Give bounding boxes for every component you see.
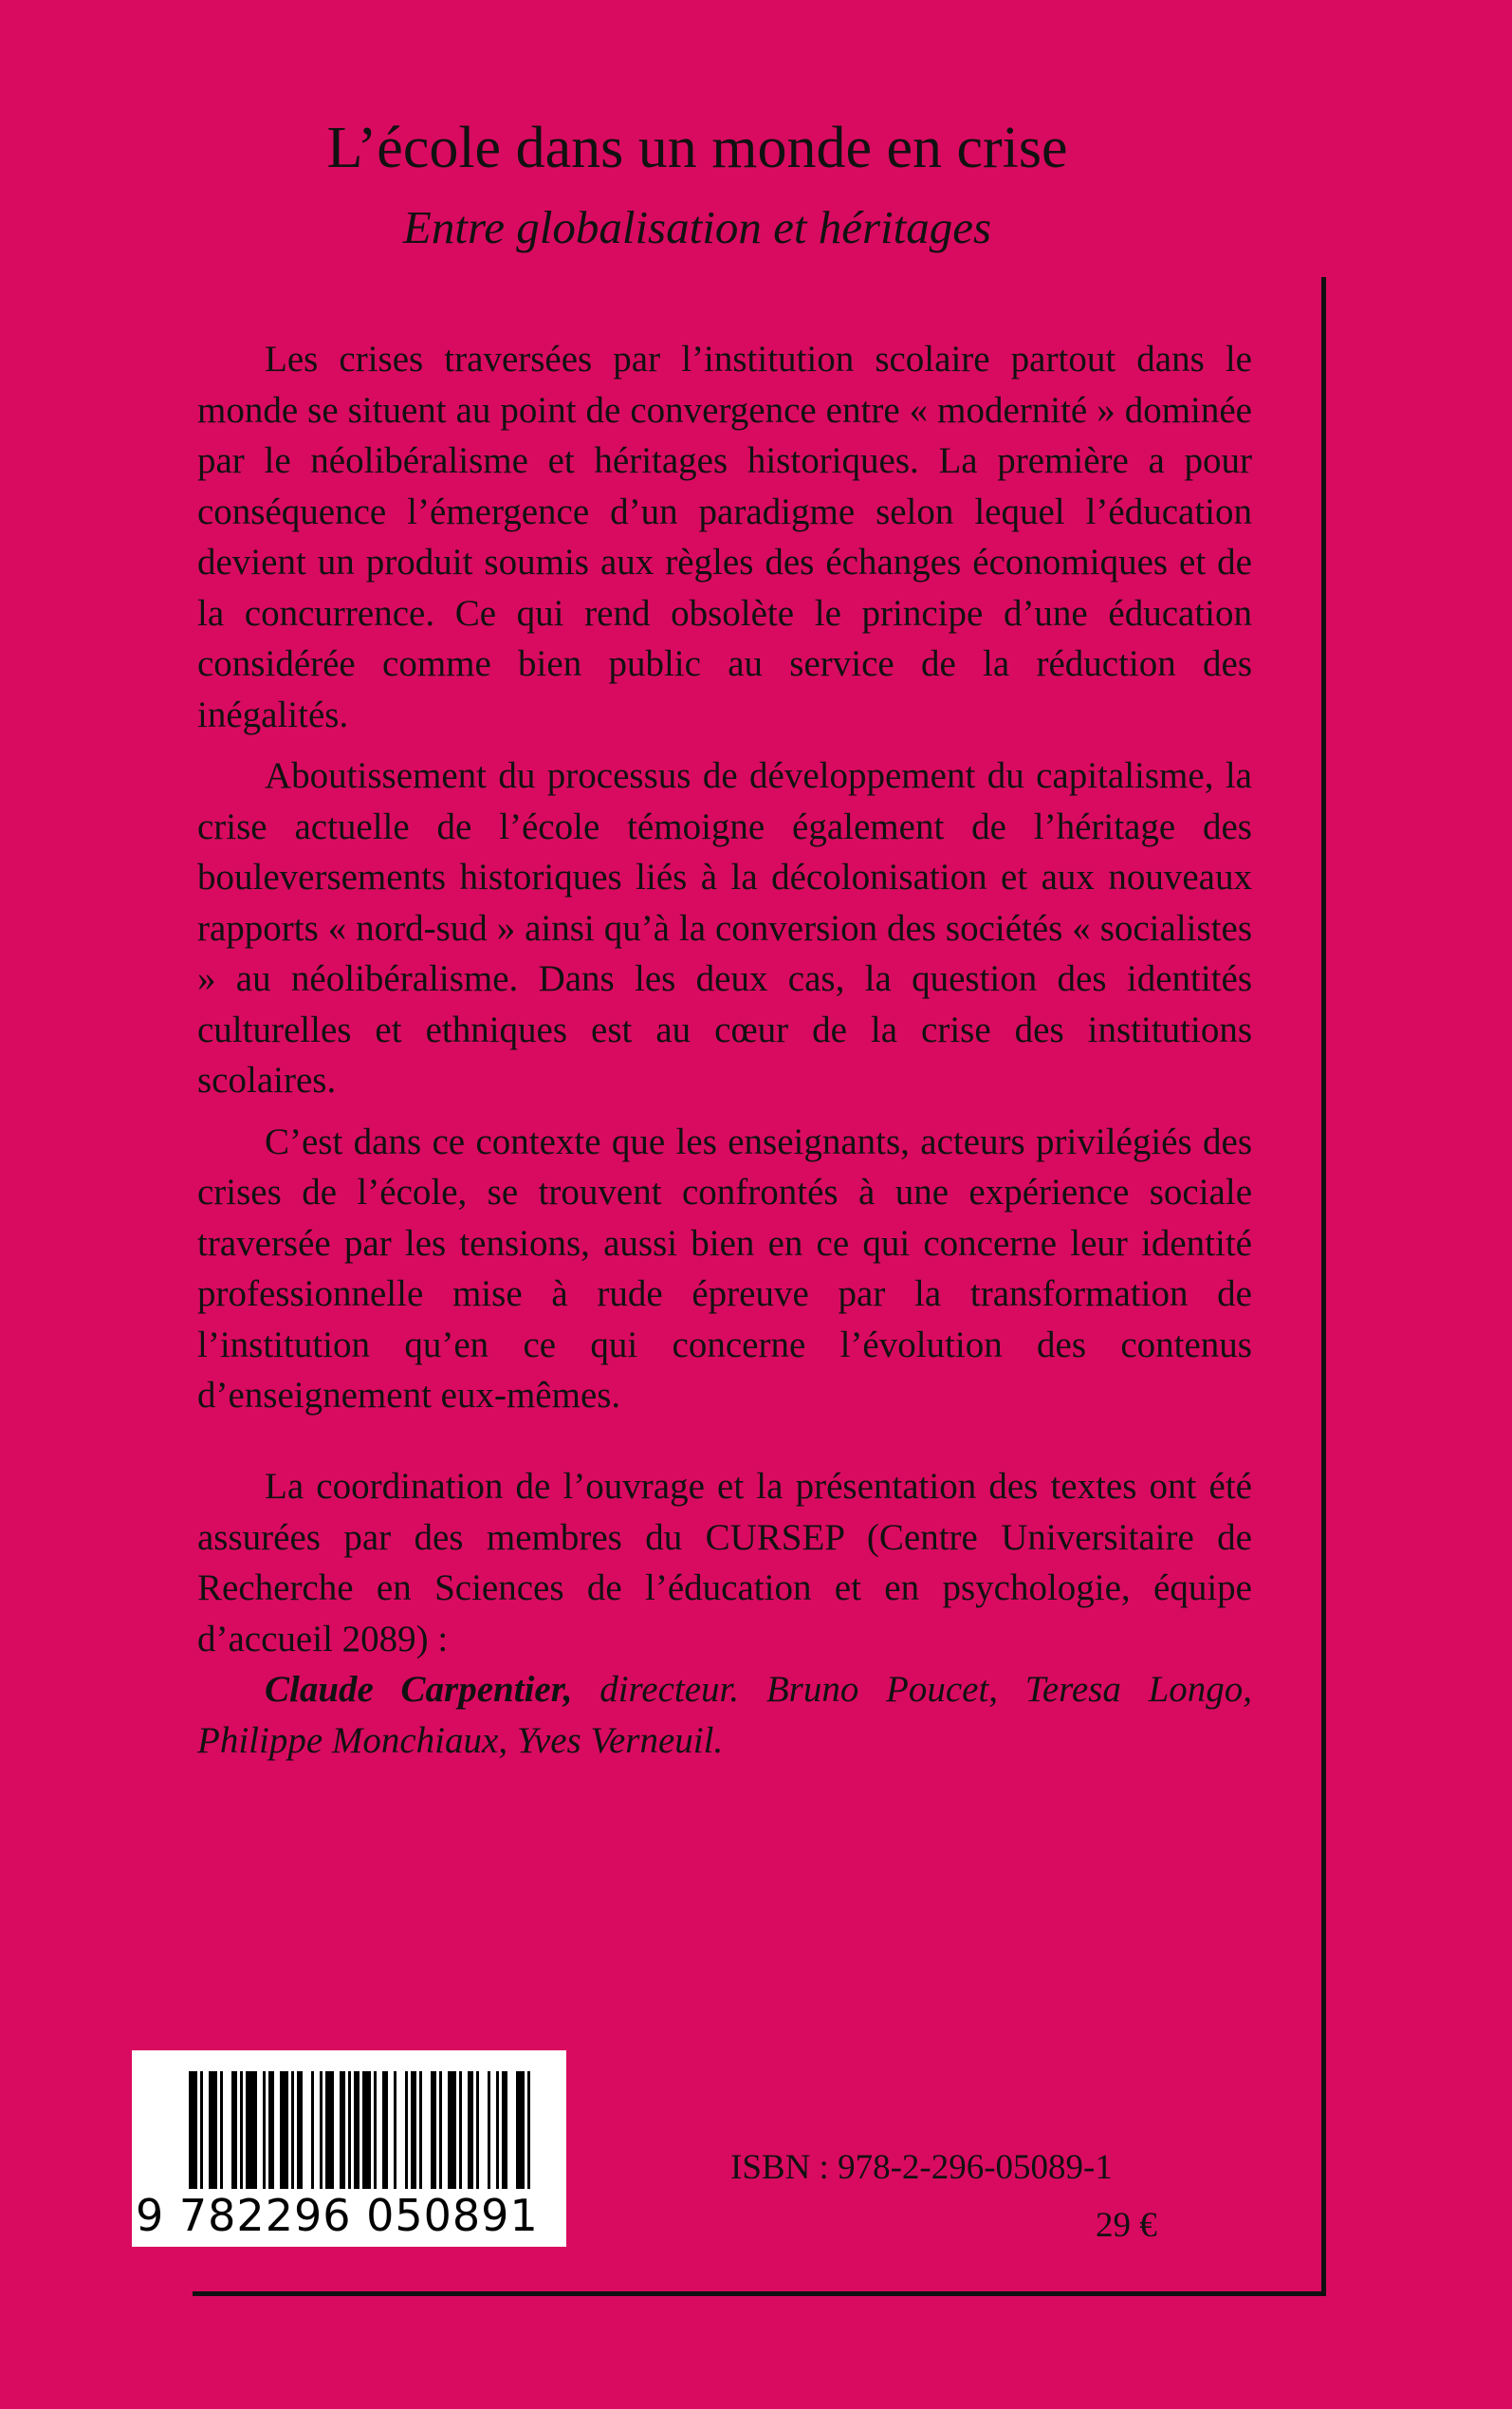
barcode-bar xyxy=(348,2071,351,2189)
barcode-bar xyxy=(189,2071,197,2189)
barcode-bar xyxy=(476,2071,479,2189)
barcode-bar xyxy=(516,2071,525,2189)
barcode-digits: 9 782296 050891 xyxy=(136,2190,539,2241)
barcode-bar xyxy=(240,2071,243,2189)
barcode-bar xyxy=(231,2071,237,2189)
isbn: ISBN : 978-2-296-05089-1 xyxy=(730,2148,1113,2187)
barcode-bar xyxy=(291,2071,294,2189)
blurb-paragraph-2: Aboutissement du processus de développement du capitalisme, la crise actuelle de l’école témoigne également de l’héritage des bouleversements historiques liés à la décolonisation et aux nouveaux rapports « nord-sud » ainsi qu’à la conversion des sociétés « socialistes » au néolibéralisme. Dans les deux cas, la question des identités culturelles et ethniques est au cœur de la crise des institutions scolaires. xyxy=(197,755,1252,1101)
barcode-bar xyxy=(382,2071,388,2189)
barcode-bar xyxy=(431,2071,436,2189)
credits-intro: La coordination de l’ouvrage et la présentation des textes ont été assurées par des membres du CURSEP (Centre Universitaire de Recherche en Sciences de l’éducation et en psychologie, équipe d’accueil 2089) : xyxy=(197,1466,1252,1659)
credits-names xyxy=(197,1664,1252,1766)
barcode-bar xyxy=(220,2071,223,2189)
barcode-bar xyxy=(419,2071,422,2189)
barcode-bar xyxy=(496,2071,499,2189)
barcode-bar xyxy=(311,2071,314,2189)
credits xyxy=(197,1461,1252,1766)
barcode-bar xyxy=(320,2071,323,2189)
barcode-bar xyxy=(246,2071,257,2189)
barcode-bar xyxy=(488,2071,490,2189)
director-name: Claude Carpentier, xyxy=(265,1669,573,1710)
barcode-bar xyxy=(411,2071,416,2189)
barcode-bar xyxy=(354,2071,360,2189)
vertical-rule xyxy=(1321,277,1326,2296)
barcode-bar xyxy=(468,2071,473,2189)
barcode-bar xyxy=(263,2071,266,2189)
blurb-paragraph-1: Les crises traversées par l’institution scolaire partout dans le monde se situent au point de convergence entre « modernité » dominée par le néolibéralisme et héritages historiques. La première a pour conséquence l’émergence d’un paradigme selon lequel l’éducation devient un produit soumis aux règles des échanges économiques et de la concurrence. Ce qui rend obsolète le principe d’une éducation considérée comme bien public au service de la réduction des inégalités. xyxy=(197,339,1252,735)
barcode-bar xyxy=(394,2071,396,2189)
barcode-bar xyxy=(268,2071,274,2189)
horizontal-rule xyxy=(193,2291,1326,2296)
barcode-bar xyxy=(459,2071,462,2189)
barcode-bar xyxy=(527,2071,530,2189)
price: 29 € xyxy=(1096,2206,1157,2245)
contributors-list: directeur. Bruno Poucet, Teresa Longo, Philippe Monchiaux, Yves Verneuil. xyxy=(197,1669,1253,1761)
barcode-bar xyxy=(405,2071,408,2189)
barcode-bar xyxy=(448,2071,456,2189)
book-title: L’école dans un monde en crise xyxy=(326,116,1068,180)
barcode-bar xyxy=(340,2071,345,2189)
barcode-bar xyxy=(325,2071,334,2189)
barcode-bar xyxy=(297,2071,303,2189)
barcode-bar xyxy=(374,2071,377,2189)
barcode-bar xyxy=(200,2071,203,2189)
barcode-bar xyxy=(280,2071,288,2189)
barcode xyxy=(132,2050,566,2247)
barcode-bar xyxy=(439,2071,442,2189)
barcode-bar xyxy=(502,2071,507,2189)
blurb xyxy=(197,334,1252,1432)
book-subtitle: Entre globalisation et héritages xyxy=(402,201,992,253)
barcode-bar xyxy=(362,2071,371,2189)
barcode-bar xyxy=(209,2071,217,2189)
blurb-paragraph-3: C’est dans ce contexte que les enseignants, acteurs privilégiés des crises de l’école, se trouvent confrontés à une expérience sociale traversée par les tensions, aussi bien en ce qui concerne leur identité professionnelle mise à rude épreuve par la transformation de l’institution qu’en ce qui concerne l’évolution des contenus d’enseignement eux-mêmes. xyxy=(197,1121,1252,1416)
